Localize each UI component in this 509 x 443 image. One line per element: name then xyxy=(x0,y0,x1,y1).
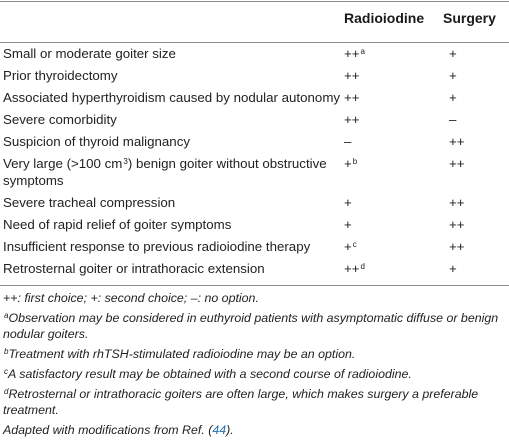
radioiodine-value: + xyxy=(344,156,352,171)
row-label: Severe comorbidity xyxy=(3,112,117,127)
legend-note: ++: first choice; +: second choice; –: no option. xyxy=(3,291,259,305)
footnote-d xyxy=(3,386,507,418)
row-label: Need of rapid relief of goiter symptoms xyxy=(3,217,232,232)
reference-link[interactable]: 44 xyxy=(212,423,227,437)
surgery-cell: ++ xyxy=(449,134,465,149)
radioiodine-cell xyxy=(342,42,445,64)
footnote-text: Treatment with rhTSH-stimulated radioiodine may be an option. xyxy=(8,347,356,361)
surgery-cell: + xyxy=(449,46,457,61)
superscript-exponent: 3 xyxy=(123,157,128,166)
table-row xyxy=(0,152,509,191)
row-label: Insufficient response to previous radioiodine therapy xyxy=(3,239,311,254)
row-label-part: Very large (>100 cm xyxy=(3,156,123,171)
table-row xyxy=(0,235,509,257)
row-label xyxy=(0,152,342,191)
radioiodine-cell: + xyxy=(344,195,352,210)
row-label: Retrosternal goiter or intrathoracic extension xyxy=(3,261,265,276)
adapted-note xyxy=(3,422,507,438)
radioiodine-value: ++ xyxy=(344,261,360,276)
row-label: Prior thyroidectomy xyxy=(3,68,118,83)
surgery-cell: + xyxy=(449,68,457,83)
footnote-marker: a xyxy=(360,47,365,56)
radioiodine-cell xyxy=(342,257,445,279)
footnote-text: Retrosternal or intrathoracic goiters are often large, which makes surgery a preferable treatment. xyxy=(3,387,479,417)
radioiodine-value: + xyxy=(344,239,352,254)
table-row xyxy=(0,42,509,64)
table-body xyxy=(0,42,509,279)
footnote-marker: d xyxy=(360,262,365,271)
footnote-marker: c xyxy=(4,367,8,376)
table-row xyxy=(0,86,509,108)
table-row xyxy=(0,191,509,213)
adapted-text: Adapted with modifications from Ref. ( xyxy=(3,423,213,437)
row-label: Severe tracheal compression xyxy=(3,195,176,210)
row-label: Associated hyperthyroidism caused by nodular autonomy xyxy=(3,90,341,105)
footnote-marker: c xyxy=(352,240,357,249)
table-row xyxy=(0,64,509,86)
footnote-text: Observation may be considered in euthyroid patients with asymptomatic diffuse or benign nodular goiters. xyxy=(3,311,499,341)
surgery-cell: ++ xyxy=(449,195,465,210)
surgery-cell: ++ xyxy=(449,156,465,171)
header-surgery: Surgery xyxy=(443,10,496,26)
radioiodine-cell: + xyxy=(344,217,352,232)
header-radioiodine: Radioiodine xyxy=(344,10,425,26)
row-label: Suspicion of thyroid malignancy xyxy=(3,134,190,149)
table-footnotes xyxy=(3,290,507,442)
surgery-cell: ++ xyxy=(449,217,465,232)
bottom-rule xyxy=(0,285,509,286)
footnote-text: A satisfactory result may be obtained with a second course of radioiodine. xyxy=(8,367,412,381)
row-label-part: ) benign goiter without obstructive symptoms xyxy=(3,156,327,188)
radioiodine-cell xyxy=(342,235,445,257)
surgery-cell: – xyxy=(449,112,457,127)
footnote-marker: d xyxy=(4,387,9,396)
radioiodine-cell: ++ xyxy=(344,68,360,83)
table-row xyxy=(0,130,509,152)
row-label: Small or moderate goiter size xyxy=(3,46,176,61)
radioiodine-value: ++ xyxy=(344,46,360,61)
top-rule xyxy=(0,1,509,2)
radioiodine-cell xyxy=(342,152,445,191)
radioiodine-cell: ++ xyxy=(344,90,360,105)
footnote-marker: b xyxy=(4,347,9,356)
adapted-text: ). xyxy=(226,423,234,437)
footnote-marker: a xyxy=(4,311,9,320)
footnote-b xyxy=(3,346,507,362)
footnote-marker: b xyxy=(352,157,358,166)
radioiodine-cell: ++ xyxy=(344,112,360,127)
footnote-a xyxy=(3,310,507,342)
surgery-cell: + xyxy=(449,261,457,276)
table-row xyxy=(0,108,509,130)
footnote-c xyxy=(3,366,507,382)
radioiodine-cell: – xyxy=(344,134,352,149)
surgery-cell: ++ xyxy=(449,239,465,254)
surgery-cell: + xyxy=(449,90,457,105)
table-row xyxy=(0,213,509,235)
table-row xyxy=(0,257,509,279)
